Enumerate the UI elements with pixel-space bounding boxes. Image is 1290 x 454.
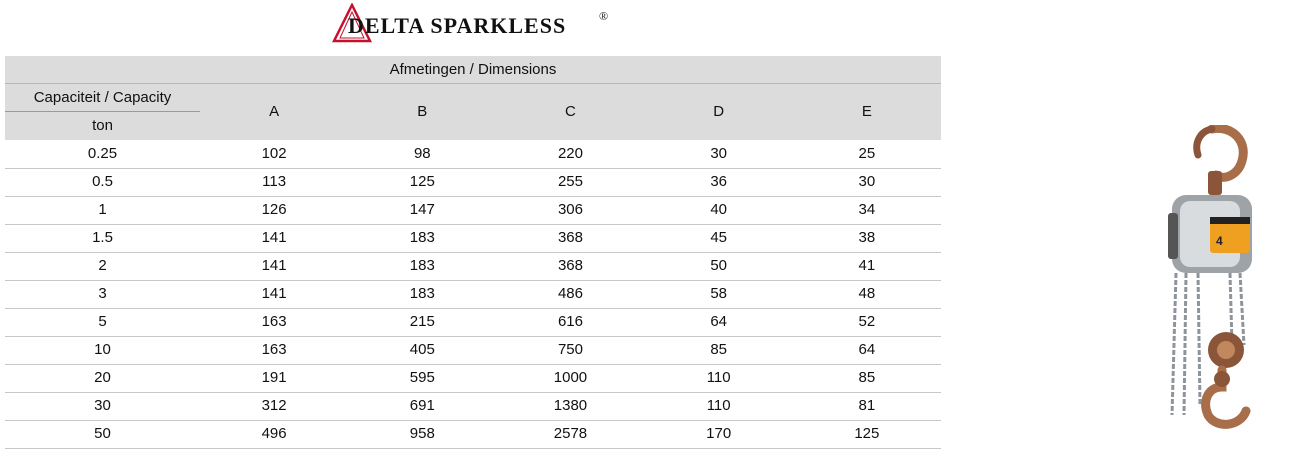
- unit-header: ton: [92, 117, 113, 134]
- table-row: [5, 280, 941, 309]
- table-row: [5, 364, 941, 393]
- column-header-a: A: [269, 103, 280, 120]
- dimension-cell-e: 48: [858, 285, 876, 302]
- dimension-cell-d: 170: [706, 425, 732, 442]
- column-header-e: E: [861, 103, 872, 120]
- dimension-cell-b: 183: [409, 257, 435, 274]
- brand-name: DELTA SPARKLESS: [348, 13, 567, 38]
- dimension-cell-d: 58: [710, 285, 727, 302]
- dimension-cell-d: 50: [710, 257, 727, 274]
- registered-mark: ®: [599, 9, 609, 23]
- capacity-cell: 20: [94, 369, 111, 386]
- column-headers: [200, 84, 941, 140]
- dimension-cell-e: 41: [858, 257, 876, 274]
- dimension-cell-e: 30: [858, 173, 876, 190]
- table-row: [5, 420, 941, 449]
- dimension-cell-d: 45: [710, 229, 727, 246]
- dimension-cell-b: 183: [409, 285, 435, 302]
- dimension-cell-a: 113: [262, 173, 287, 190]
- dimension-cell-e: 25: [858, 145, 876, 162]
- dimension-cell-a: 163: [261, 313, 287, 330]
- capacity-header: Capaciteit / Capacity: [5, 84, 200, 112]
- column-header-d: D: [713, 103, 725, 120]
- brand-logo: [332, 3, 622, 43]
- dimension-cell-a: 102: [261, 145, 287, 162]
- dimension-cell-c: 486: [557, 285, 583, 302]
- dimension-cell-b: 125: [409, 173, 435, 190]
- column-header-c: C: [565, 103, 576, 120]
- dimension-cell-c: 368: [557, 229, 583, 246]
- capacity-cell: 1.5: [92, 229, 113, 246]
- dimension-cell-d: 110: [706, 369, 731, 386]
- dimension-cell-b: 215: [409, 313, 435, 330]
- capacity-cell: 10: [94, 341, 111, 358]
- dimension-cell-d: 36: [710, 173, 727, 190]
- capacity-cell: 5: [98, 313, 107, 330]
- column-header-b: B: [417, 103, 428, 120]
- dimension-cell-b: 958: [409, 425, 435, 442]
- dimension-cell-c: 220: [557, 145, 583, 162]
- dimension-cell-a: 312: [261, 397, 287, 414]
- capacity-cell: 2: [98, 257, 107, 274]
- dimension-cell-c: 750: [557, 341, 583, 358]
- dimension-cell-c: 616: [557, 313, 583, 330]
- capacity-cell: 0.5: [92, 173, 113, 190]
- dimension-cell-a: 496: [261, 425, 287, 442]
- dimension-cell-e: 64: [858, 341, 876, 358]
- dimension-cell-c: 255: [557, 173, 583, 190]
- dimension-cell-e: 85: [858, 369, 876, 386]
- capacity-cell: 0.25: [87, 145, 118, 162]
- dimension-cell-d: 85: [710, 341, 727, 358]
- dimension-cell-c: 368: [557, 257, 583, 274]
- table-row: [5, 196, 941, 225]
- table-row: [5, 224, 941, 253]
- capacity-cell: 30: [94, 397, 111, 414]
- dimension-cell-b: 405: [409, 341, 435, 358]
- table-header: [5, 84, 941, 140]
- svg-text:4: 4: [1216, 234, 1223, 248]
- dimension-cell-b: 595: [409, 369, 435, 386]
- dimension-cell-b: 98: [413, 145, 431, 162]
- table-row: [5, 336, 941, 365]
- dimension-cell-b: 183: [409, 229, 435, 246]
- dimension-cell-a: 141: [261, 285, 287, 302]
- dimension-cell-e: 52: [858, 313, 876, 330]
- dimension-cell-e: 81: [858, 397, 876, 414]
- dimension-cell-d: 30: [710, 145, 727, 162]
- table-row: [5, 392, 941, 421]
- capacity-cell: 50: [94, 425, 111, 442]
- dimension-cell-d: 40: [710, 201, 727, 218]
- dimension-cell-c: 2578: [553, 425, 588, 442]
- dimension-cell-c: 306: [557, 201, 583, 218]
- dimension-cell-a: 191: [261, 369, 287, 386]
- dimension-cell-a: 126: [261, 201, 287, 218]
- dimension-cell-e: 125: [854, 425, 880, 442]
- table-row: [5, 308, 941, 337]
- table-title: Afmetingen / Dimensions: [5, 56, 941, 84]
- dimension-cell-a: 163: [261, 341, 287, 358]
- chain-hoist-image: [1160, 125, 1258, 430]
- dimension-cell-c: 1000: [553, 369, 588, 386]
- dimension-cell-b: 691: [409, 397, 435, 414]
- dimension-cell-e: 38: [858, 229, 876, 246]
- dimension-cell-c: 1380: [553, 397, 588, 414]
- dimension-cell-d: 110: [706, 397, 731, 414]
- dimension-cell-b: 147: [409, 201, 435, 218]
- capacity-cell: 3: [98, 285, 107, 302]
- capacity-cell: 1: [98, 201, 107, 218]
- dimension-cell-a: 141: [261, 257, 287, 274]
- table-row: [5, 140, 941, 169]
- dimension-cell-a: 141: [261, 229, 287, 246]
- table-row: [5, 168, 941, 197]
- dimension-cell-e: 34: [858, 201, 876, 218]
- dimension-cell-d: 64: [710, 313, 727, 330]
- table-row: [5, 252, 941, 281]
